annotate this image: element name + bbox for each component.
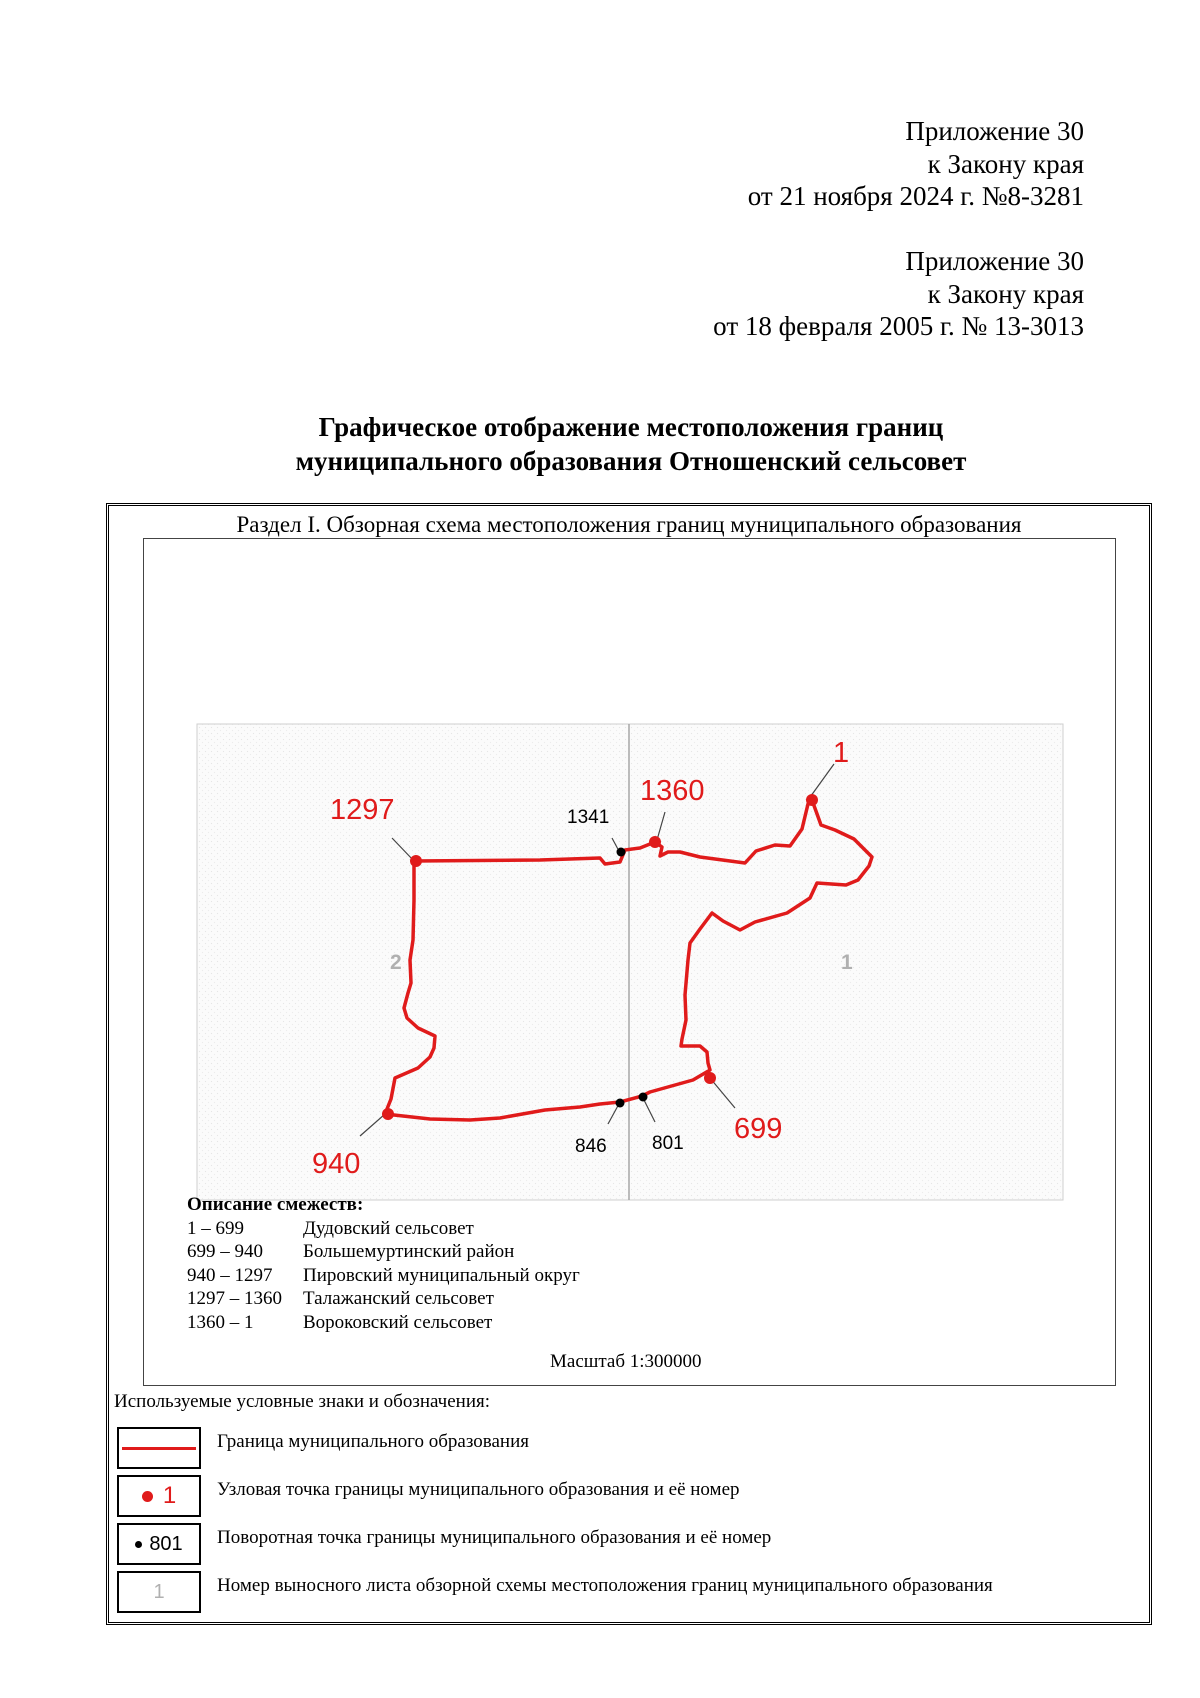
annex-header-line: от 21 ноября 2024 г. №8-3281	[747, 181, 1084, 211]
turn-point-label: 1341	[567, 807, 610, 828]
node-point-dot-icon	[142, 1491, 153, 1502]
adjacency-neighbor: Большемуртинский район	[303, 1241, 515, 1262]
adjacency-range: 1297 – 1360	[187, 1288, 282, 1309]
adjacency-row	[187, 1287, 580, 1311]
adjacency-range: 699 – 940	[187, 1241, 263, 1262]
map-sheet-2	[197, 724, 629, 1200]
adjacency-range: 940 – 1297	[187, 1264, 273, 1286]
legend-item-text: Поворотная точка границы муниципального образования и её номер	[217, 1527, 772, 1548]
legend-sample-box	[117, 1427, 201, 1469]
node-point-marker	[410, 855, 422, 867]
adjacency-neighbor: Талажанский сельсовет	[303, 1288, 494, 1309]
node-point-marker	[806, 794, 818, 806]
node-point-label: 1297	[330, 794, 395, 826]
node-point-label: 699	[734, 1113, 783, 1145]
legend-item-turn-point	[117, 1523, 1127, 1569]
node-point-marker	[649, 836, 661, 848]
legend-sample-number: 1	[153, 1580, 165, 1603]
document-title-line: муниципального образования Отношенский сельсовет	[295, 446, 967, 476]
node-point-label: 1	[833, 737, 850, 769]
annex-header-line: Приложение 30	[905, 116, 1084, 146]
turn-point-label: 801	[652, 1133, 684, 1154]
node-point-label: 1360	[640, 775, 705, 807]
turn-point-marker	[639, 1093, 648, 1102]
legend-sample-number: 1	[162, 1482, 177, 1509]
turn-point-label: 846	[575, 1136, 607, 1157]
turn-point-marker	[616, 1099, 625, 1108]
annex-header-line: к Закону края	[927, 278, 1084, 309]
node-point-marker	[382, 1108, 394, 1120]
annex-header-line: к Закону края	[927, 148, 1084, 179]
legend-item-boundary	[117, 1427, 1127, 1473]
document-title-line: Графическое отображение местоположения границ	[318, 412, 944, 442]
map-scale: Масштаб 1:300000	[550, 1351, 702, 1372]
legend-sample-number: 801	[149, 1532, 183, 1555]
boundary-line-sample	[122, 1447, 196, 1450]
adjacency-neighbor: Дудовский сельсовет	[303, 1217, 474, 1239]
adjacency-row	[187, 1264, 580, 1288]
adjacency-neighbor: Вороковский сельсовет	[303, 1311, 493, 1333]
sheet-number-label: 2	[390, 951, 402, 974]
legend-sample-box	[117, 1571, 201, 1613]
legend-item-sheet-number	[117, 1571, 1127, 1617]
legend-item-node-point	[117, 1475, 1127, 1521]
section-title: Раздел I. Обзорная схема местоположения границ муниципального образования	[236, 512, 1022, 537]
adjacency-range: 1 – 699	[187, 1217, 244, 1239]
legend-item-text: Номер выносного листа обзорной схемы местоположения границ муниципального образования	[217, 1575, 993, 1596]
adjacency-row	[187, 1217, 580, 1241]
sheet-number-label: 1	[841, 951, 853, 974]
adjacency-range: 1360 – 1	[187, 1311, 254, 1333]
turn-point-dot-icon	[135, 1541, 142, 1548]
annex-header-line: Приложение 30	[905, 246, 1084, 276]
legend-item-text: Граница муниципального образования	[217, 1431, 529, 1452]
legend-sample-box	[117, 1523, 201, 1565]
legend-item-text: Узловая точка границы муниципального образования и её номер	[217, 1479, 740, 1500]
node-point-marker	[704, 1072, 716, 1084]
adjacency-neighbor: Пировский муниципальный округ	[303, 1264, 580, 1286]
annex-header-line: от 18 февраля 2005 г. № 13-3013	[713, 311, 1084, 341]
adjacency-row	[187, 1311, 580, 1335]
node-point-label: 940	[312, 1148, 361, 1180]
legend-sample-box	[117, 1475, 201, 1517]
adjacency-description	[187, 1193, 580, 1334]
turn-point-marker	[617, 848, 626, 857]
legend-title: Используемые условные знаки и обозначения:	[114, 1391, 491, 1412]
map-sheet-grid	[197, 724, 1063, 1200]
adjacency-row	[187, 1240, 580, 1264]
adjacency-title: Описание смежеств:	[187, 1194, 364, 1215]
